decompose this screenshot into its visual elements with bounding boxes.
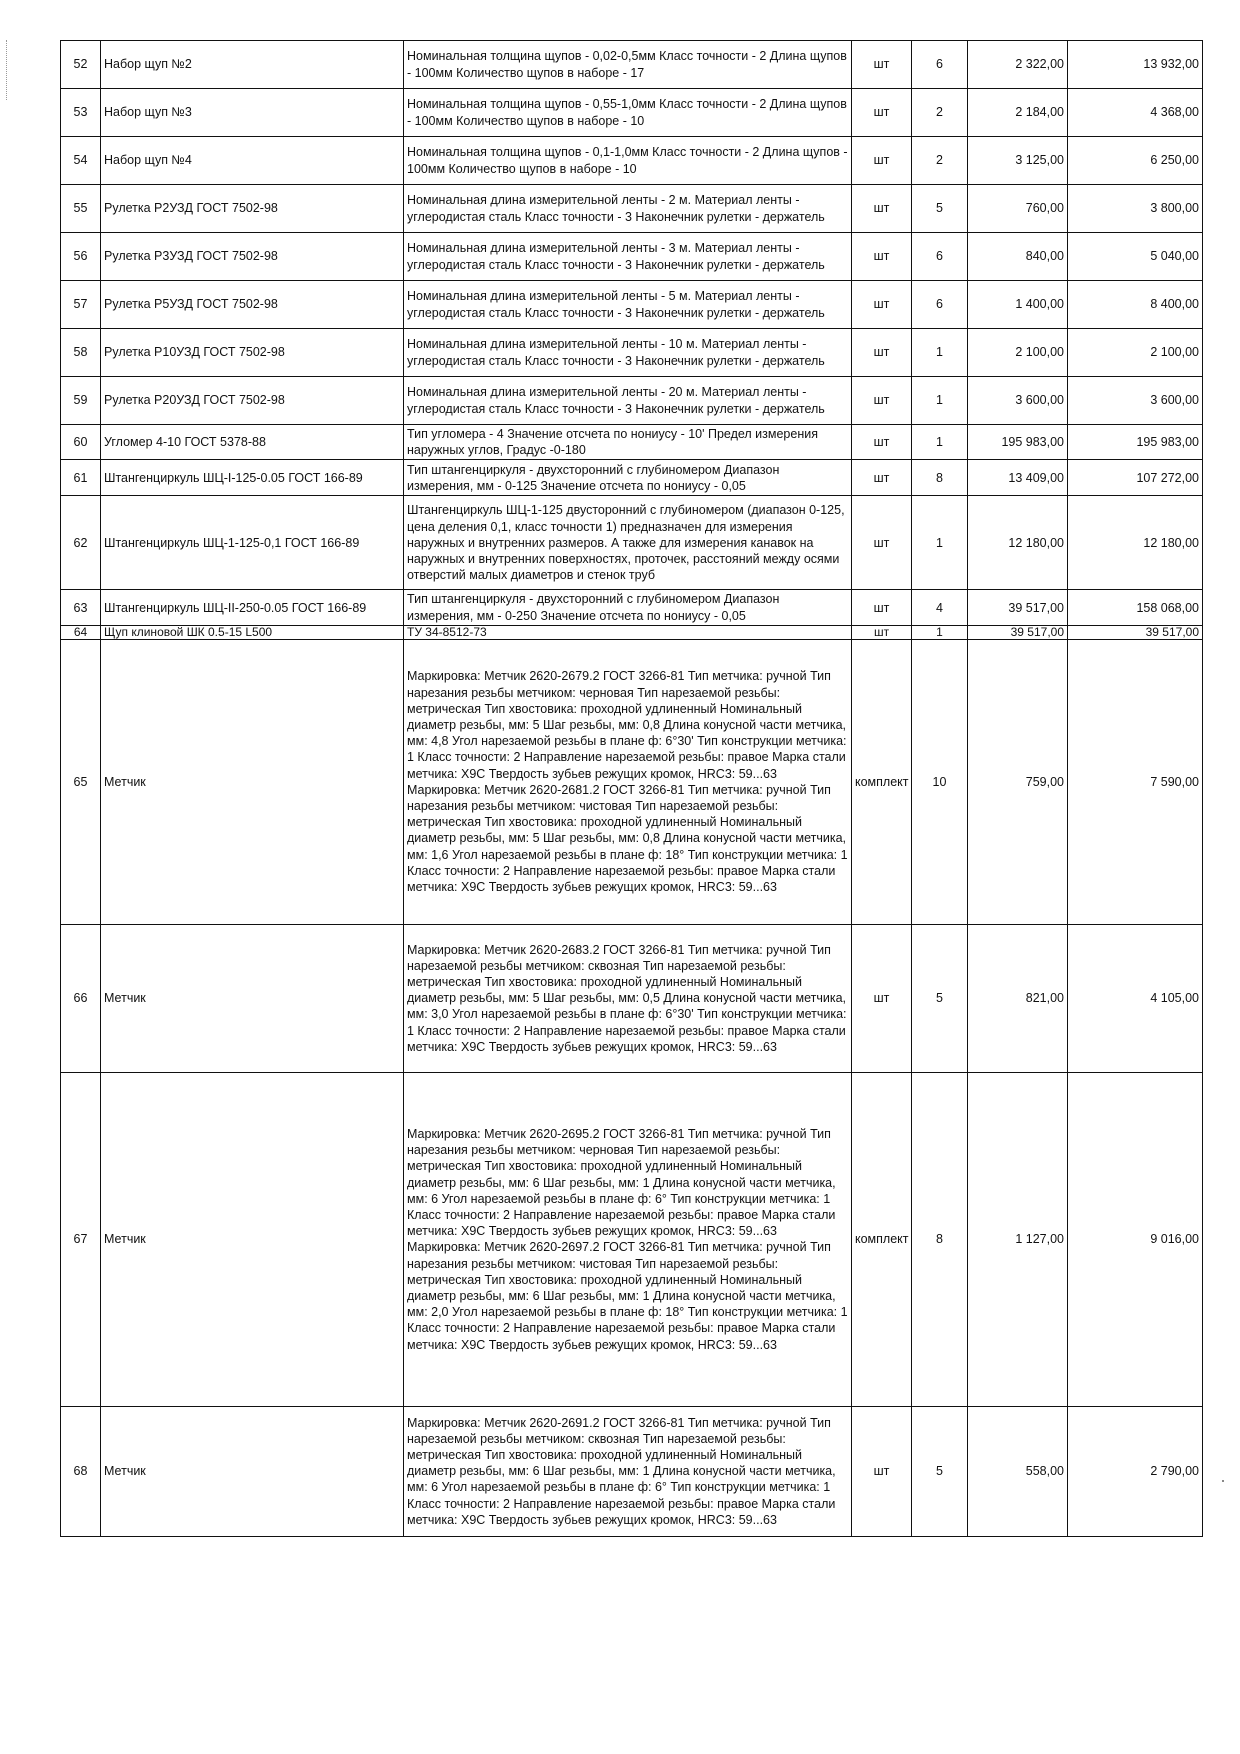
- cell-desc: Номинальная толщина щупов - 0,02-0,5мм Класс точности - 2 Длина щупов - 100мм Количество щупов в наборе - 17: [404, 41, 852, 89]
- cell-num: 68: [61, 1406, 101, 1536]
- table-row: [61, 590, 1203, 625]
- cell-unit: шт: [852, 281, 912, 329]
- cell-price: 12 180,00: [968, 496, 1068, 590]
- cell-desc: Номинальная толщина щупов - 0,55-1,0мм Класс точности - 2 Длина щупов - 100мм Количество щупов в наборе - 10: [404, 89, 852, 137]
- cell-name: Щуп клиновой ШК 0.5-15 L500: [101, 625, 404, 639]
- cell-price: 760,00: [968, 185, 1068, 233]
- cell-desc: Тип штангенциркуля - двухсторонний с глубиномером Диапазон измерения, мм - 0-250 Значение отсчета по нониусу - 0,05: [404, 590, 852, 625]
- cell-unit: шт: [852, 329, 912, 377]
- cell-unit: шт: [852, 185, 912, 233]
- cell-sum: 12 180,00: [1068, 496, 1203, 590]
- cell-num: 55: [61, 185, 101, 233]
- cell-num: 56: [61, 233, 101, 281]
- cell-name: Рулетка Р5УЗД ГОСТ 7502-98: [101, 281, 404, 329]
- cell-desc: Номинальная длина измерительной ленты - 2 м. Материал ленты - углеродистая сталь Класс точности - 3 Наконечник рулетки - держатель: [404, 185, 852, 233]
- cell-unit: шт: [852, 1406, 912, 1536]
- cell-name: Метчик: [101, 639, 404, 924]
- cell-num: 62: [61, 496, 101, 590]
- cell-unit: шт: [852, 496, 912, 590]
- cell-sum: 195 983,00: [1068, 425, 1203, 460]
- cell-qty: 6: [912, 233, 968, 281]
- cell-desc: Маркировка: Метчик 2620-2695.2 ГОСТ 3266-81 Тип метчика: ручной Тип нарезания резьбы метчиком: черновая Тип нарезаемой резьбы: метрическая Тип хвостовика: проходной удлиненный Номинальный диаметр резьбы, мм: 6 Шаг резьбы, мм: 1 Длина конусной части метчика, мм: 6 Угол нарезаемой резьбы в плане ф: 6° Тип конструкции метчика: 1 Класс точности: 2 Направление нарезаемой резьбы: правое Марка стали метчика: Х9С Твердость зубьев режущих кромок, HRC3: 59...63 Маркировка: Метчик 2620-2697.2 ГОСТ 3266-81 Тип метчика: ручной Тип нарезания резьбы метчиком: чистовая Тип нарезаемой резьбы: метрическая Тип хвостовика: проходной удлиненный Номинальный диаметр резьбы, мм: 6 Шаг резьбы, мм: 1 Длина конусной части метчика, мм: 2,0 Угол нарезаемой резьбы в плане ф: 18° Тип конструкции метчика: 1 Класс точности: 2 Направление нарезаемой резьбы: правое Марка стали метчика: Х9С Твердость зубьев режущих кромок, HRC3: 59...63: [404, 1072, 852, 1406]
- cell-num: 54: [61, 137, 101, 185]
- table-row: [61, 1072, 1203, 1406]
- table-row: [61, 41, 1203, 89]
- cell-desc: ТУ 34-8512-73: [404, 625, 852, 639]
- cell-sum: 158 068,00: [1068, 590, 1203, 625]
- cell-price: 1 400,00: [968, 281, 1068, 329]
- cell-unit: комплект: [852, 639, 912, 924]
- cell-num: 66: [61, 924, 101, 1072]
- cell-price: 840,00: [968, 233, 1068, 281]
- cell-qty: 5: [912, 185, 968, 233]
- cell-unit: шт: [852, 137, 912, 185]
- cell-qty: 8: [912, 460, 968, 496]
- cell-price: 2 100,00: [968, 329, 1068, 377]
- cell-qty: 2: [912, 89, 968, 137]
- cell-name: Штангенциркуль ШЦ-II-250-0.05 ГОСТ 166-89: [101, 590, 404, 625]
- cell-price: 13 409,00: [968, 460, 1068, 496]
- cell-name: Рулетка Р2УЗД ГОСТ 7502-98: [101, 185, 404, 233]
- cell-price: 3 600,00: [968, 377, 1068, 425]
- cell-qty: 4: [912, 590, 968, 625]
- cell-num: 61: [61, 460, 101, 496]
- cell-num: 53: [61, 89, 101, 137]
- cell-price: 3 125,00: [968, 137, 1068, 185]
- cell-unit: шт: [852, 233, 912, 281]
- cell-num: 59: [61, 377, 101, 425]
- cell-unit: комплект: [852, 1072, 912, 1406]
- table-row: [61, 137, 1203, 185]
- table-row: [61, 496, 1203, 590]
- cell-desc: Маркировка: Метчик 2620-2683.2 ГОСТ 3266-81 Тип метчика: ручной Тип нарезаемой резьбы метчиком: сквозная Тип нарезаемой резьбы: метрическая Тип хвостовика: проходной удлиненный Номинальный диаметр резьбы, мм: 5 Шаг резьбы, мм: 0,5 Длина конусной части метчика, мм: 3,0 Угол нарезаемой резьбы в плане ф: 6°30' Тип конструкции метчика: 1 Класс точности: 2 Направление нарезаемой резьбы: правое Марка стали метчика: Х9С Твердость зубьев режущих кромок, HRC3: 59...63: [404, 924, 852, 1072]
- cell-name: Набор щуп №4: [101, 137, 404, 185]
- table-row: [61, 329, 1203, 377]
- cell-unit: шт: [852, 377, 912, 425]
- cell-desc: Номинальная толщина щупов - 0,1-1,0мм Класс точности - 2 Длина щупов - 100мм Количество щупов в наборе - 10: [404, 137, 852, 185]
- cell-name: Рулетка Р3УЗД ГОСТ 7502-98: [101, 233, 404, 281]
- cell-sum: 3 600,00: [1068, 377, 1203, 425]
- cell-num: 60: [61, 425, 101, 460]
- cell-name: Штангенциркуль ШЦ-1-125-0,1 ГОСТ 166-89: [101, 496, 404, 590]
- table-row: [61, 639, 1203, 924]
- cell-price: 2 322,00: [968, 41, 1068, 89]
- cell-qty: 1: [912, 496, 968, 590]
- cell-unit: шт: [852, 590, 912, 625]
- cell-num: 52: [61, 41, 101, 89]
- table-row: [61, 233, 1203, 281]
- cell-sum: 4 368,00: [1068, 89, 1203, 137]
- cell-qty: 1: [912, 425, 968, 460]
- cell-price: 1 127,00: [968, 1072, 1068, 1406]
- cell-qty: 6: [912, 281, 968, 329]
- scan-margin-marks: [6, 40, 9, 100]
- table-row: [61, 281, 1203, 329]
- table-row: [61, 1406, 1203, 1536]
- cell-name: Метчик: [101, 1406, 404, 1536]
- cell-price: 558,00: [968, 1406, 1068, 1536]
- cell-desc: Маркировка: Метчик 2620-2679.2 ГОСТ 3266-81 Тип метчика: ручной Тип нарезания резьбы метчиком: черновая Тип нарезаемой резьбы: метрическая Тип хвостовика: проходной удлиненный Номинальный диаметр резьбы, мм: 5 Шаг резьбы, мм: 0,8 Длина конусной части метчика, мм: 4,8 Угол нарезаемой резьбы в плане ф: 6°30' Тип конструкции метчика: 1 Класс точности: 2 Направление нарезаемой резьбы: правое Марка стали метчика: Х9С Твердость зубьев режущих кромок, HRC3: 59...63 Маркировка: Метчик 2620-2681.2 ГОСТ 3266-81 Тип метчика: ручной Тип нарезания резьбы метчиком: чистовая Тип нарезаемой резьбы: метрическая Тип хвостовика: проходной удлиненный Номинальный диаметр резьбы, мм: 5 Шаг резьбы, мм: 0,8 Длина конусной части метчика, мм: 1,6 Угол нарезаемой резьбы в плане ф: 18° Тип конструкции метчика: 1 Класс точности: 2 Направление нарезаемой резьбы: правое Марка стали метчика: Х9С Твердость зубьев режущих кромок, HRC3: 59...63: [404, 639, 852, 924]
- cell-unit: шт: [852, 89, 912, 137]
- cell-desc: Маркировка: Метчик 2620-2691.2 ГОСТ 3266-81 Тип метчика: ручной Тип нарезаемой резьбы метчиком: сквозная Тип нарезаемой резьбы: метрическая Тип хвостовика: проходной удлиненный Номинальный диаметр резьбы, мм: 6 Шаг резьбы, мм: 1 Длина конусной части метчика, мм: 6 Угол нарезаемой резьбы в плане ф: 6° Тип конструкции метчика: 1 Класс точности: 2 Направление нарезаемой резьбы: правое Марка стали метчика: Х9С Твердость зубьев режущих кромок, HRC3: 59...63: [404, 1406, 852, 1536]
- cell-price: 39 517,00: [968, 590, 1068, 625]
- cell-name: Рулетка Р10УЗД ГОСТ 7502-98: [101, 329, 404, 377]
- table-body: [61, 41, 1203, 1537]
- table-row: [61, 625, 1203, 639]
- cell-price: 821,00: [968, 924, 1068, 1072]
- table-row: [61, 924, 1203, 1072]
- cell-name: Метчик: [101, 1072, 404, 1406]
- cell-qty: 10: [912, 639, 968, 924]
- cell-desc: Тип штангенциркуля - двухсторонний с глубиномером Диапазон измерения, мм - 0-125 Значение отсчета по нониусу - 0,05: [404, 460, 852, 496]
- table-row: [61, 377, 1203, 425]
- cell-qty: 2: [912, 137, 968, 185]
- cell-num: 57: [61, 281, 101, 329]
- cell-name: Штангенциркуль ШЦ-I-125-0.05 ГОСТ 166-89: [101, 460, 404, 496]
- table-row: [61, 89, 1203, 137]
- specification-table: [60, 40, 1203, 1537]
- cell-sum: 107 272,00: [1068, 460, 1203, 496]
- table-row: [61, 460, 1203, 496]
- cell-unit: шт: [852, 924, 912, 1072]
- cell-qty: 5: [912, 1406, 968, 1536]
- cell-unit: шт: [852, 41, 912, 89]
- cell-price: 2 184,00: [968, 89, 1068, 137]
- cell-qty: 5: [912, 924, 968, 1072]
- cell-sum: 2 790,00: [1068, 1406, 1203, 1536]
- specification-sheet: [60, 40, 1202, 1537]
- cell-desc: Номинальная длина измерительной ленты - 3 м. Материал ленты - углеродистая сталь Класс точности - 3 Наконечник рулетки - держатель: [404, 233, 852, 281]
- cell-name: Метчик: [101, 924, 404, 1072]
- cell-desc: Номинальная длина измерительной ленты - 5 м. Материал ленты - углеродистая сталь Класс точности - 3 Наконечник рулетки - держатель: [404, 281, 852, 329]
- cell-num: 64: [61, 625, 101, 639]
- cell-sum: 13 932,00: [1068, 41, 1203, 89]
- cell-name: Рулетка Р20УЗД ГОСТ 7502-98: [101, 377, 404, 425]
- cell-price: 759,00: [968, 639, 1068, 924]
- cell-qty: 8: [912, 1072, 968, 1406]
- table-row: [61, 185, 1203, 233]
- cell-qty: 1: [912, 625, 968, 639]
- cell-name: Набор щуп №3: [101, 89, 404, 137]
- cell-sum: 7 590,00: [1068, 639, 1203, 924]
- cell-unit: шт: [852, 425, 912, 460]
- cell-desc: Номинальная длина измерительной ленты - 20 м. Материал ленты - углеродистая сталь Класс точности - 3 Наконечник рулетки - держатель: [404, 377, 852, 425]
- cell-price: 195 983,00: [968, 425, 1068, 460]
- cell-sum: 5 040,00: [1068, 233, 1203, 281]
- cell-sum: 6 250,00: [1068, 137, 1203, 185]
- cell-desc: Штангенциркуль ШЦ-1-125 двусторонний с глубиномером (диапазон 0-125, цена деления 0,1, класс точности 1) предназначен для измерения наружных и внутренних размеров. А также для измерения канавок на наружных и внутренних поверхностях, проточек, расстояний между осями отверстий малых диаметров и стенок труб: [404, 496, 852, 590]
- cell-sum: 2 100,00: [1068, 329, 1203, 377]
- cell-sum: 9 016,00: [1068, 1072, 1203, 1406]
- cell-num: 63: [61, 590, 101, 625]
- cell-desc: Тип угломера - 4 Значение отсчета по нониусу - 10' Предел измерения наружных углов, Градус -0-180: [404, 425, 852, 460]
- cell-qty: 6: [912, 41, 968, 89]
- cell-num: 67: [61, 1072, 101, 1406]
- cell-sum: 3 800,00: [1068, 185, 1203, 233]
- cell-unit: шт: [852, 460, 912, 496]
- cell-price: 39 517,00: [968, 625, 1068, 639]
- cell-sum: 4 105,00: [1068, 924, 1203, 1072]
- cell-sum: 8 400,00: [1068, 281, 1203, 329]
- cell-desc: Номинальная длина измерительной ленты - 10 м. Материал ленты - углеродистая сталь Класс точности - 3 Наконечник рулетки - держатель: [404, 329, 852, 377]
- cell-qty: 1: [912, 377, 968, 425]
- cell-qty: 1: [912, 329, 968, 377]
- table-row: [61, 425, 1203, 460]
- scan-dot: [1222, 1480, 1224, 1482]
- cell-num: 58: [61, 329, 101, 377]
- cell-name: Набор щуп №2: [101, 41, 404, 89]
- cell-unit: шт: [852, 625, 912, 639]
- cell-sum: 39 517,00: [1068, 625, 1203, 639]
- cell-name: Угломер 4-10 ГОСТ 5378-88: [101, 425, 404, 460]
- cell-num: 65: [61, 639, 101, 924]
